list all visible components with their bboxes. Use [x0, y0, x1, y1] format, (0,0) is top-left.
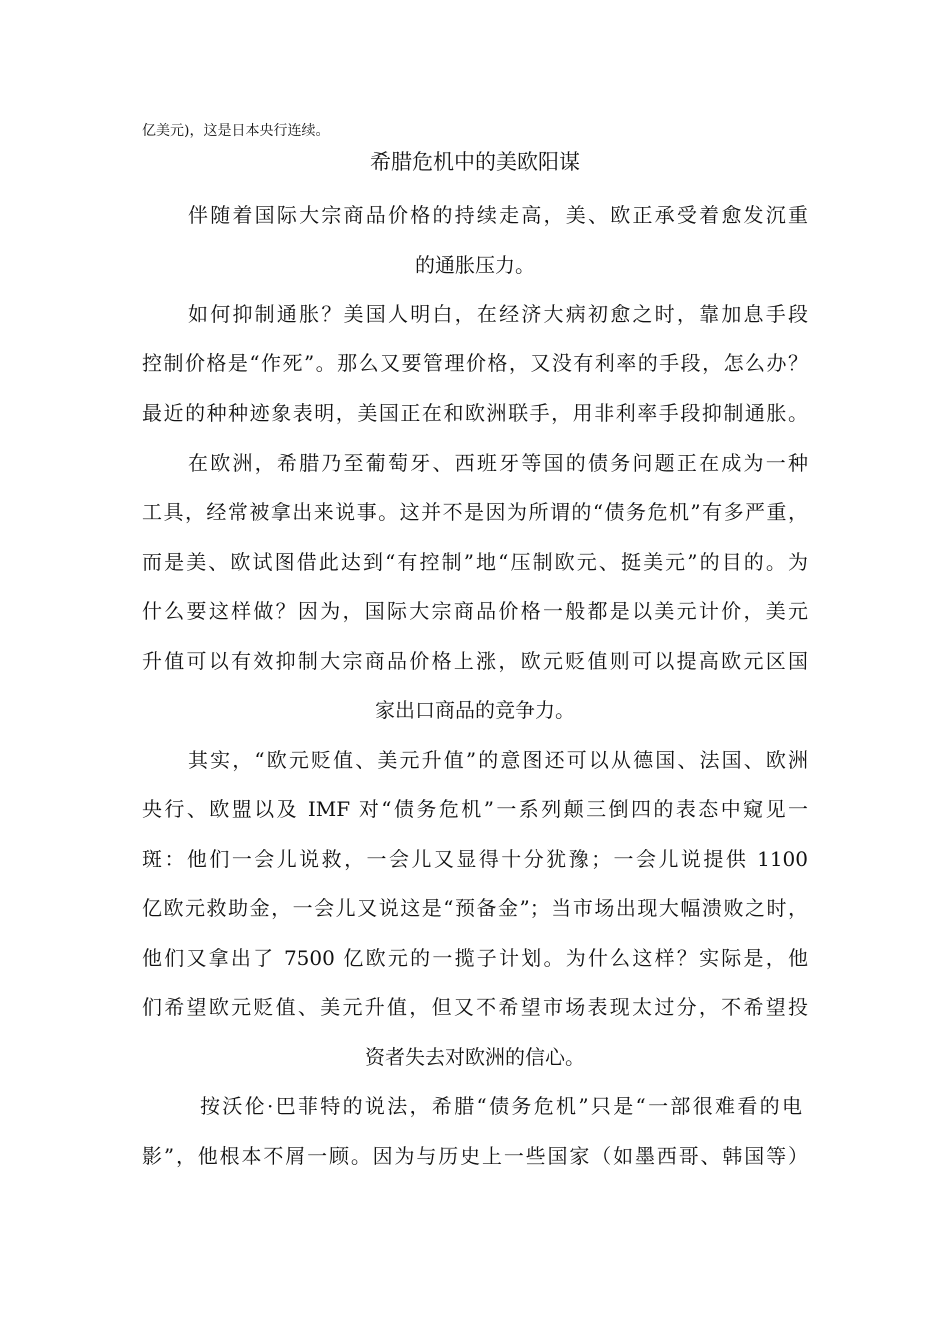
- body-line: 其实，“欧元贬值、美元升值”的意图还可以从德国、法国、欧洲: [188, 748, 808, 772]
- body-line: 伴随着国际大宗商品价格的持续走高，美、欧正承受着愈发沉重: [188, 203, 808, 227]
- body-line: 在欧洲，希腊乃至葡萄牙、西班牙等国的债务问题正在成为一种: [188, 451, 808, 475]
- body-line: 的通胀压力。: [415, 253, 535, 277]
- body-line: 升值可以有效抑制大宗商品价格上涨，欧元贬值则可以提高欧元区国: [142, 649, 808, 673]
- body-line: 央行、欧盟以及 IMF 对“债务危机”一系列颠三倒四的表态中窥见一: [142, 797, 808, 821]
- body-line: 们希望欧元贬值、美元升值，但又不希望市场表现太过分，不希望投: [142, 995, 808, 1019]
- body-line: 斑：他们一会儿说救，一会儿又显得十分犹豫；一会儿说提供 1100: [142, 847, 808, 871]
- continuation-line: 亿美元)，这是日本央行连续。: [142, 123, 330, 139]
- article-title: 希腊危机中的美欧阳谋: [370, 150, 580, 174]
- body-line: 他们又拿出了 7500 亿欧元的一揽子计划。为什么这样？实际是，他: [142, 946, 808, 970]
- body-line: 亿欧元救助金，一会儿又说这是“预备金”；当市场出现大幅溃败之时，: [142, 896, 808, 920]
- body-line: 最近的种种迹象表明，美国正在和欧洲联手，用非利率手段抑制通胀。: [142, 401, 808, 425]
- body-line: 资者失去对欧洲的信心。: [365, 1045, 585, 1069]
- body-line: 按沃伦·巴菲特的说法，希腊“债务危机”只是“一部很难看的电: [200, 1094, 802, 1118]
- body-line: 控制价格是“作死”。那么又要管理价格，又没有利率的手段，怎么办？: [142, 351, 808, 375]
- body-line: 什么要这样做？因为，国际大宗商品价格一般都是以美元计价，美元: [142, 599, 808, 623]
- body-line: 而是美、欧试图借此达到“有控制”地“压制欧元、挺美元”的目的。为: [142, 550, 808, 574]
- body-line: 如何抑制通胀？美国人明白，在经济大病初愈之时，靠加息手段: [188, 302, 808, 326]
- body-line: 影”，他根本不屑一顾。因为与历史上一些国家（如墨西哥、韩国等）: [142, 1144, 808, 1168]
- body-line: 家出口商品的竞争力。: [375, 698, 575, 722]
- body-line: 工具，经常被拿出来说事。这并不是因为所谓的“债务危机”有多严重，: [142, 500, 808, 524]
